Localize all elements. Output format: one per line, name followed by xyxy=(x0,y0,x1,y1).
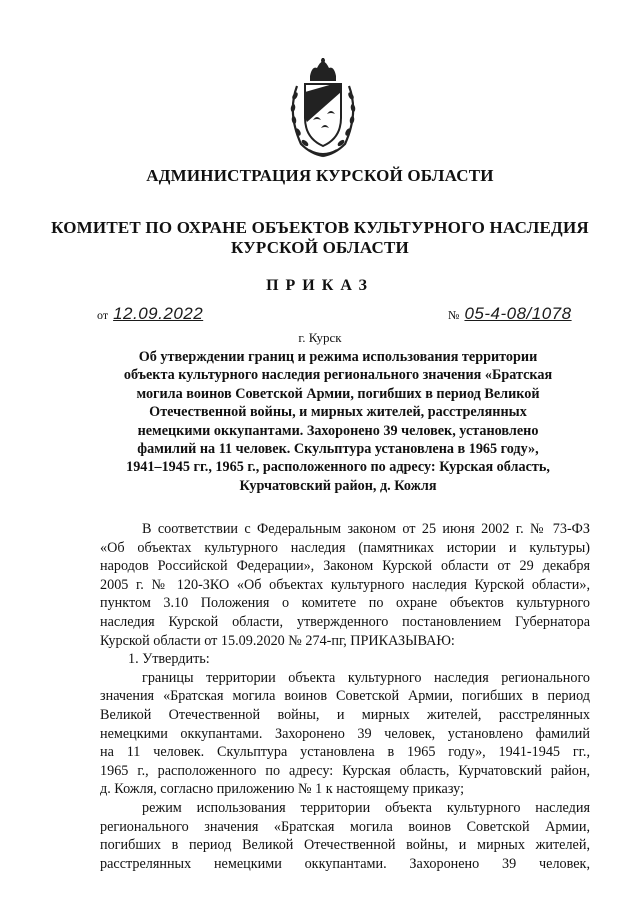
body-line: 2005 г. № 120-ЗКО «Об объектах культурного наследия Курской области», xyxy=(100,576,590,593)
subject-line: Отечественной войны, и мирных жителей, расстрелянных xyxy=(149,404,527,421)
body-line: д. Кожля, согласно приложению № 1 к настоящему приказу; xyxy=(100,781,465,798)
subject-line: могила воинов Советской Армии, погибших в период Великой xyxy=(136,385,540,402)
coat-of-arms-emblem-icon xyxy=(283,58,363,158)
document-type: ПРИКАЗ xyxy=(266,277,374,294)
body-line: Великой Отечественной войны, и мирных жителей, расстрелянных xyxy=(100,706,590,723)
document-date xyxy=(97,304,203,324)
date-prefix: от xyxy=(97,308,109,322)
body-line: В соответствии с Федеральным законом от 25 июня 2002 г. № 73-ФЗ xyxy=(142,521,590,537)
body-line: регионального значения «Братская могила воинов Советской Армии, xyxy=(100,818,590,835)
body-line: пунктом 3.10 Положения о комитете по охране объектов культурного xyxy=(100,595,590,612)
body-line: границы территории объекта культурного наследия регионального xyxy=(142,669,590,686)
body-line: режим использования территории объекта культурного наследия xyxy=(142,799,590,816)
subject-line: объекта культурного наследия регионального значения «Братская xyxy=(123,367,553,384)
city: г. Курск xyxy=(298,330,342,345)
body-line: 1. Утвердить: xyxy=(128,651,210,668)
body-line: немецкими оккупантами. Захоронено 39 человек, установлено фамилий xyxy=(100,725,590,742)
document-body xyxy=(100,520,590,873)
body-line: «Об объектах культурного наследия (памятниках истории и культуры) xyxy=(100,539,590,556)
subject-line: Курчатовский район, д. Кожля xyxy=(239,477,437,494)
subject-line: Об утверждении границ и режима использования территории xyxy=(138,349,538,365)
subject-line: 1941–1945 гг., 1965 г., расположенного по адресу: Курская область, xyxy=(126,459,550,476)
body-line: Курской области от 15.09.2020 № 274-пг, ПРИКАЗЫВАЮ: xyxy=(100,632,455,649)
committee-name xyxy=(0,218,640,258)
document-subject xyxy=(100,348,576,495)
document-number xyxy=(448,304,572,324)
body-line: погибших в период Великой Отечественной войны, и мирных жителей, xyxy=(100,837,590,854)
body-line: на 11 человек. Скульптура установлена в 1965 году», 1941-1945 гг., xyxy=(100,744,590,761)
body-line: расстрелянных немецкими оккупантами. Захоронено 39 человек, xyxy=(100,855,590,872)
number-prefix: № xyxy=(448,308,460,322)
committee-name-line2: КУРСКОЙ ОБЛАСТИ xyxy=(231,238,409,257)
committee-name-line1: КОМИТЕТ ПО ОХРАНЕ ОБЪЕКТОВ КУЛЬТУРНОГО НАСЛЕДИЯ xyxy=(51,218,589,237)
body-line: значения «Братская могила воинов Советской Армии, погибших в период xyxy=(100,688,590,705)
body-line: 1965 г., расположенного по адресу: Курская область, Курчатовский район, xyxy=(100,762,590,779)
subject-line: фамилий на 11 человек. Скульптура установлена в 1965 году», xyxy=(137,441,539,458)
subject-line: немецкими оккупантами. Захоронено 39 человек, установлено xyxy=(137,422,539,439)
number-value: 05-4-08/1078 xyxy=(464,304,572,323)
organization-name: АДМИНИСТРАЦИЯ КУРСКОЙ ОБЛАСТИ xyxy=(146,166,494,185)
date-value: 12.09.2022 xyxy=(113,304,204,323)
body-line: народов Российской Федерации», Законом Курской области от 29 декабря xyxy=(100,558,590,575)
body-line: наследия Курской области, утвержденного постановлением Губернатора xyxy=(100,613,590,630)
